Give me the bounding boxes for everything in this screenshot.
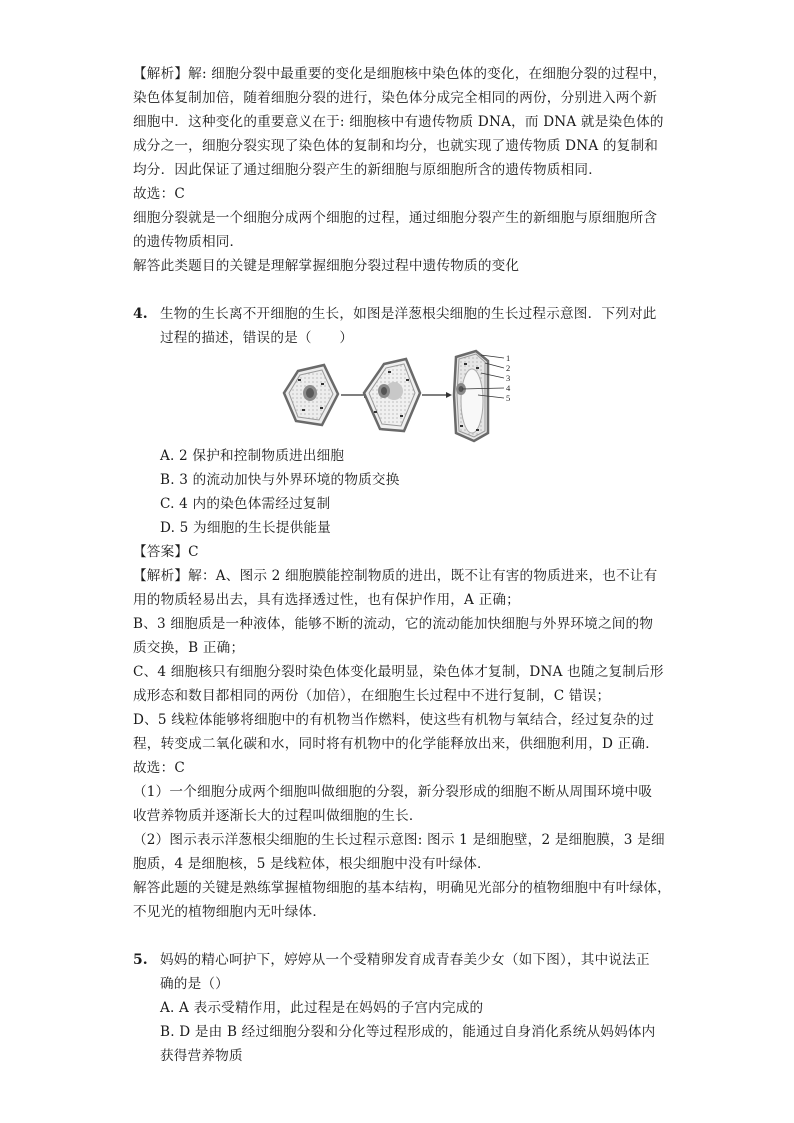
q4-analysis-line-14: 解答此题的关键是熟练掌握植物细胞的基本结构，明确见光部分的植物细胞中有叶绿体， [133, 880, 671, 896]
q4-analysis-line-13: 胞质，4 是细胞核，5 是线粒体，根尖细胞中没有叶绿体． [133, 856, 491, 872]
q4-analysis-line-2: 用的物质轻易出去，具有选择透过性，也有保护作用，A 正确； [133, 592, 520, 608]
q5-option-b-cont: 获得营养物质 [160, 1048, 243, 1064]
q4-analysis-choice: 故选：C [133, 760, 185, 776]
analysis3-line-1: 【解析】解: 细胞分裂中最重要的变化是细胞核中染色体的变化，在细胞分裂的过程中， [133, 66, 667, 82]
q4-analysis-line-1: 【解析】解：A、图示 2 细胞膜能控制物质的进出，既不让有害的物质进来，也不让有 [133, 568, 658, 584]
q4-stem-line-2: 过程的描述，错误的是（ ） [160, 330, 354, 346]
q5-stem-line-1: 妈妈的精心呵护下，婷婷从一个受精卵发育成青春美少女（如下图），其中说法正 [160, 952, 650, 968]
q4-analysis-line-12: （2）图示表示洋葱根尖细胞的生长过程示意图: 图示 1 是细胞壁，2 是细胞膜，3 是细 [133, 832, 665, 848]
cell-growth-diagram [276, 349, 516, 443]
small-cell [284, 365, 338, 425]
q4-option-c: C. 4 内的染色体需经过复制 [160, 496, 331, 512]
q4-analysis-line-8: 程，转变成二氧化碳和水，同时将有机物中的化学能释放出来，供细胞利用，D 正确． [133, 736, 659, 752]
label-1: 1 [506, 353, 511, 363]
q5-stem-line-2: 确的是（） [160, 976, 229, 992]
q4-analysis-line-4: 质交换，B 正确； [133, 640, 245, 656]
label-5: 5 [506, 393, 511, 403]
q4-option-b: B. 3 的流动加快与外界环境的物质交换 [160, 472, 400, 488]
large-cell [454, 351, 488, 441]
analysis3-line-3: 细胞中．这种变化的重要意义在于: 细胞核中有遗传物质 DNA，而 DNA 就是染色体的 [133, 114, 664, 130]
label-2: 2 [506, 363, 511, 373]
q4-analysis-line-15: 不见光的植物细胞内无叶绿体． [133, 904, 327, 920]
q4-number: 4. [133, 306, 148, 322]
analysis3-line-5: 均分．因此保证了通过细胞分裂产生的新细胞与原细胞所含的遗传物质相同． [133, 162, 602, 178]
analysis3-choice: 故选：C [133, 186, 185, 202]
q5-option-a: A. A 表示受精作用，此过程是在妈妈的子宫内完成的 [160, 1000, 484, 1016]
q4-analysis-line-5: C、4 细胞核只有细胞分裂时染色体变化最明显，染色体才复制，DNA 也随之复制后形 [133, 664, 664, 680]
analysis3-line-7: 细胞分裂就是一个细胞分成两个细胞的过程，通过细胞分裂产生的新细胞与原细胞所含 [133, 210, 658, 226]
q4-option-d: D. 5 为细胞的生长提供能量 [160, 520, 331, 536]
cell-growth-figure [276, 349, 516, 443]
q4-option-a: A. 2 保护和控制物质进出细胞 [160, 448, 345, 464]
label-3: 3 [506, 373, 511, 383]
analysis3-line-4: 成分之一，细胞分裂实现了染色体的复制和均分，也就实现了遗传物质 DNA 的复制和 [133, 138, 659, 154]
arrow-2 [422, 392, 452, 398]
q4-analysis-line-7: D、5 线粒体能够将细胞中的有机物当作燃料，使这些有机物与氧结合，经过复杂的过 [133, 712, 655, 728]
analysis3-line-9: 解答此类题目的关键是理解掌握细胞分裂过程中遗传物质的变化 [133, 258, 520, 274]
q4-analysis-line-11: 收营养物质并逐渐长大的过程叫做细胞的生长． [133, 808, 423, 824]
q4-answer: 【答案】C [133, 544, 199, 560]
analysis3-line-2: 染色体复制加倍，随着细胞分裂的进行，染色体分成完全相同的两份，分别进入两个新 [133, 90, 658, 106]
q5-number: 5. [133, 952, 148, 968]
q5-option-b: B. D 是由 B 经过细胞分裂和分化等过程形成的，能通过自身消化系统从妈妈体内 [160, 1024, 656, 1040]
q4-analysis-line-6: 成形态和数目都相同的两份（加倍），在细胞生长过程中不进行复制，C 错误； [133, 688, 611, 704]
q4-analysis-line-3: B、3 细胞质是一种液体，能够不断的流动，它的流动能加快细胞与外界环境之间的物 [133, 616, 654, 632]
analysis3-line-8: 的遗传物质相同． [133, 234, 244, 250]
q4-stem-line-1: 生物的生长离不开细胞的生长，如图是洋葱根尖细胞的生长过程示意图．下列对此 [160, 306, 657, 322]
q4-analysis-line-10: （1）一个细胞分成两个细胞叫做细胞的分裂，新分裂形成的细胞不断从周围环境中吸 [133, 784, 653, 800]
medium-cell [364, 359, 420, 431]
label-4: 4 [506, 383, 511, 393]
